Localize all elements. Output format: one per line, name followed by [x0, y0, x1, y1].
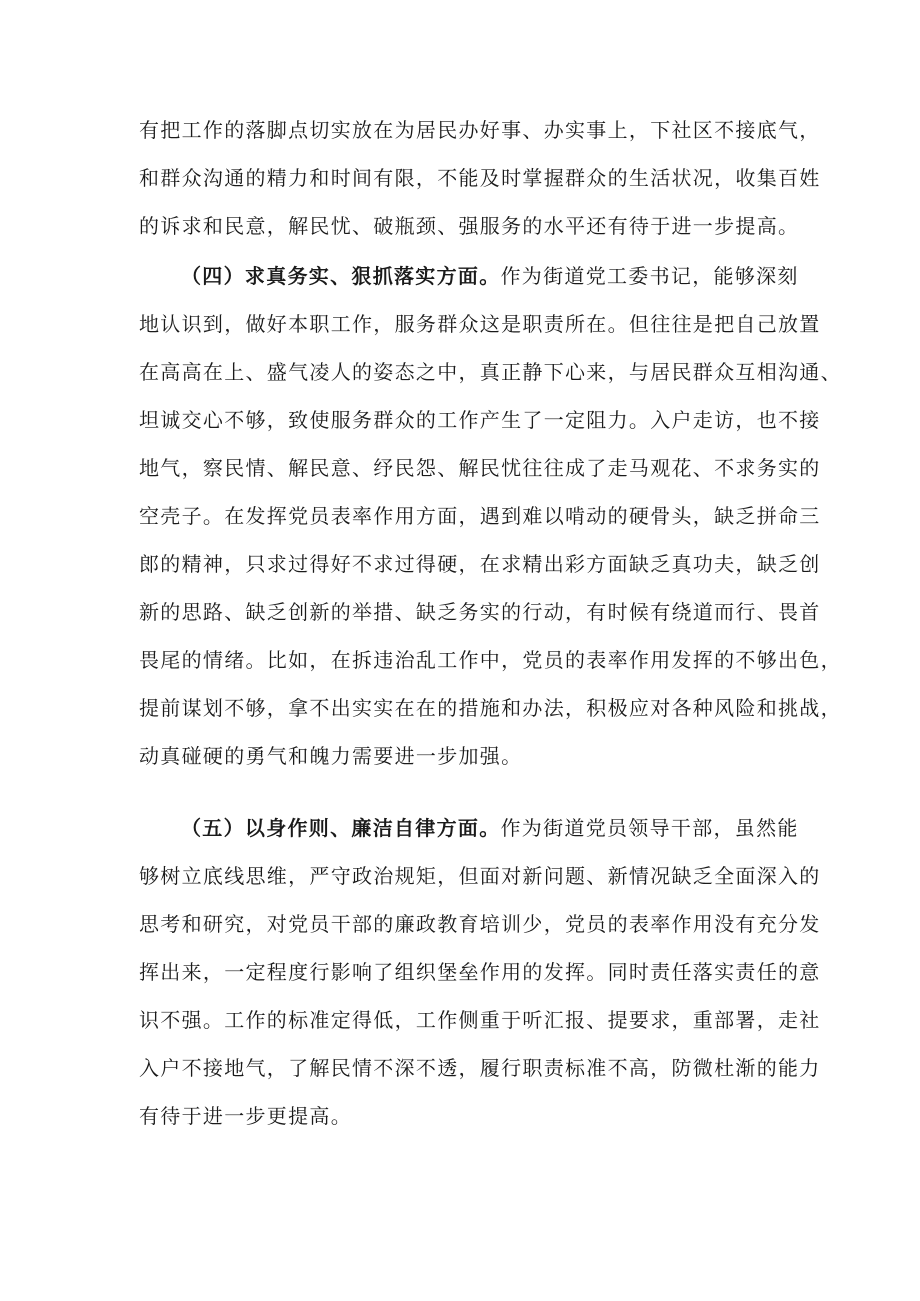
paragraph-2-line-10: 提前谋划不够，拿不出实实在在的措施和办法，积极应对各种风险和挑战，	[139, 696, 842, 720]
paragraph-3-line-6: 入户不接地气，了解民情不深不透，履行职责标准不高，防微杜渐的能力	[139, 1056, 821, 1080]
paragraph-2-line-4: 坦诚交心不够，致使服务群众的工作产生了一定阻力。入户走访，也不接	[139, 408, 821, 432]
paragraph-3-line-7: 有待于进一步更提高。	[139, 1104, 352, 1128]
paragraph-2-line-3: 在高高在上、盛气凌人的姿态之中，真正静下心来，与居民群众互相沟通、	[139, 360, 842, 384]
paragraph-2-line-2: 地认识到，做好本职工作，服务群众这是职责所在。但往往是把自己放置	[139, 312, 821, 336]
paragraph-1-line-3: 的诉求和民意，解民忧、破瓶颈、强服务的水平还有待于进一步提高。	[139, 214, 800, 238]
paragraph-3-line-3: 思考和研究，对党员干部的廉政教育培训少，党员的表率作用没有充分发	[139, 912, 821, 936]
paragraph-2-line-8: 新的思路、缺乏创新的举措、缺乏务实的行动，有时候有绕道而行、畏首	[139, 600, 821, 624]
paragraph-1-line-2: 和群众沟通的精力和时间有限，不能及时掌握群众的生活状况，收集百姓	[139, 166, 821, 190]
paragraph-3-line-2: 够树立底线思维，严守政治规矩，但面对新问题、新情况缺乏全面深入的	[139, 864, 821, 888]
paragraph-2-heading: （四）求真务实、狠抓落实方面。	[181, 264, 501, 288]
paragraph-3-heading: （五）以身作则、廉洁自律方面。	[181, 816, 501, 840]
paragraph-3-first-line-text: 作为街道党员领导干部，虽然能	[500, 816, 799, 840]
paragraph-3-line-1	[181, 814, 831, 842]
paragraph-2-line-11: 动真碰硬的勇气和魄力需要进一步加强。	[139, 744, 523, 768]
paragraph-3-line-5: 识不强。工作的标准定得低，工作侧重于听汇报、提要求，重部署，走社	[139, 1008, 821, 1032]
paragraph-2-line-6: 空壳子。在发挥党员表率作用方面，遇到难以啃动的硬骨头，缺乏拼命三	[139, 504, 821, 528]
paragraph-3-line-4: 挥出来，一定程度行影响了组织堡垒作用的发挥。同时责任落实责任的意	[139, 960, 821, 984]
paragraph-2-line-5: 地气，察民情、解民意、纾民怨、解民忧往往成了走马观花、不求务实的	[139, 456, 821, 480]
paragraph-2-line-9: 畏尾的情绪。比如，在拆违治乱工作中，党员的表率作用发挥的不够出色，	[139, 648, 842, 672]
paragraph-2-line-7: 郎的精神，只求过得好不求过得硬，在求精出彩方面缺乏真功夫，缺乏创	[139, 552, 821, 576]
paragraph-2-line-1	[181, 262, 831, 290]
paragraph-2-first-line-text: 作为街道党工委书记，能够深刻	[500, 264, 799, 288]
paragraph-1-line-1: 有把工作的落脚点切实放在为居民办好事、办实事上，下社区不接底气，	[139, 118, 821, 142]
